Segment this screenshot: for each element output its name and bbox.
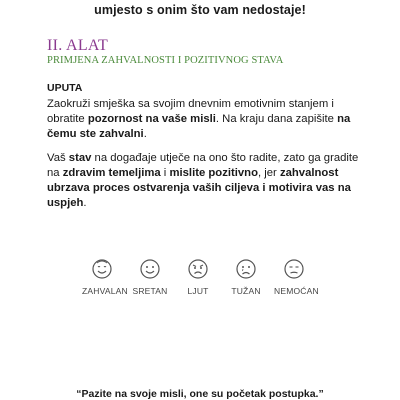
mood-option-happy[interactable] <box>130 258 170 296</box>
body-text: . Na kraju dana zapišite <box>215 113 338 125</box>
body-text: Vaš <box>47 152 69 164</box>
mood-label: NEMOĆAN <box>274 286 319 296</box>
emphasis-text: pozornost na vaše misli <box>87 113 216 125</box>
emphasis-text: na čemu ste zahvalni <box>47 113 351 140</box>
mood-label: SRETAN <box>132 286 168 296</box>
footer-quote: “Pazite na svoje misli, one su početak postupka.” <box>76 388 324 400</box>
instructions-paragraph-1 <box>47 97 367 142</box>
tool-subtitle: PRIMJENA ZAHVALNOSTI I POZITIVNOG STAVA <box>47 55 284 66</box>
emphasis-text: mislite pozitivno <box>169 167 258 179</box>
tool-title: II. ALAT <box>47 37 109 54</box>
mood-label: ZAHVALAN <box>82 286 128 296</box>
mood-option-grateful[interactable] <box>82 258 128 296</box>
body-text: i <box>160 167 170 179</box>
emphasis-text: stav <box>68 152 92 164</box>
mood-label: LJUT <box>187 286 209 296</box>
body-text: , jer <box>257 167 280 179</box>
mood-selector <box>82 258 322 318</box>
happy-face-icon <box>139 258 161 280</box>
mood-option-sad[interactable] <box>226 258 266 296</box>
body-text: Zaokruži smješka sa svojim dnevnim emotivnim stanjem i obratite <box>47 98 334 125</box>
mood-option-helpless[interactable] <box>274 258 319 296</box>
emphasis-text: zahvalnost ubrzava proces ostvarenja vaših ciljeva i motivira vas na uspjeh <box>47 167 351 209</box>
instructions-paragraph-2 <box>47 151 367 211</box>
grateful-face-icon <box>91 258 113 280</box>
mood-label: TUŽAN <box>231 286 261 296</box>
body-text: . <box>143 128 147 140</box>
sad-face-icon <box>235 258 257 280</box>
body-text: na događaje utječe na ono što radite, zato ga gradite na <box>47 152 359 179</box>
helpless-face-icon <box>283 258 305 280</box>
top-line-text: umjesto s onim što vam nedostaje! <box>94 3 306 17</box>
body-text: . <box>83 197 87 209</box>
instructions-heading: UPUTA <box>47 82 83 94</box>
angry-face-icon <box>187 258 209 280</box>
mood-option-angry[interactable] <box>178 258 218 296</box>
emphasis-text: zdravim temeljima <box>62 167 161 179</box>
